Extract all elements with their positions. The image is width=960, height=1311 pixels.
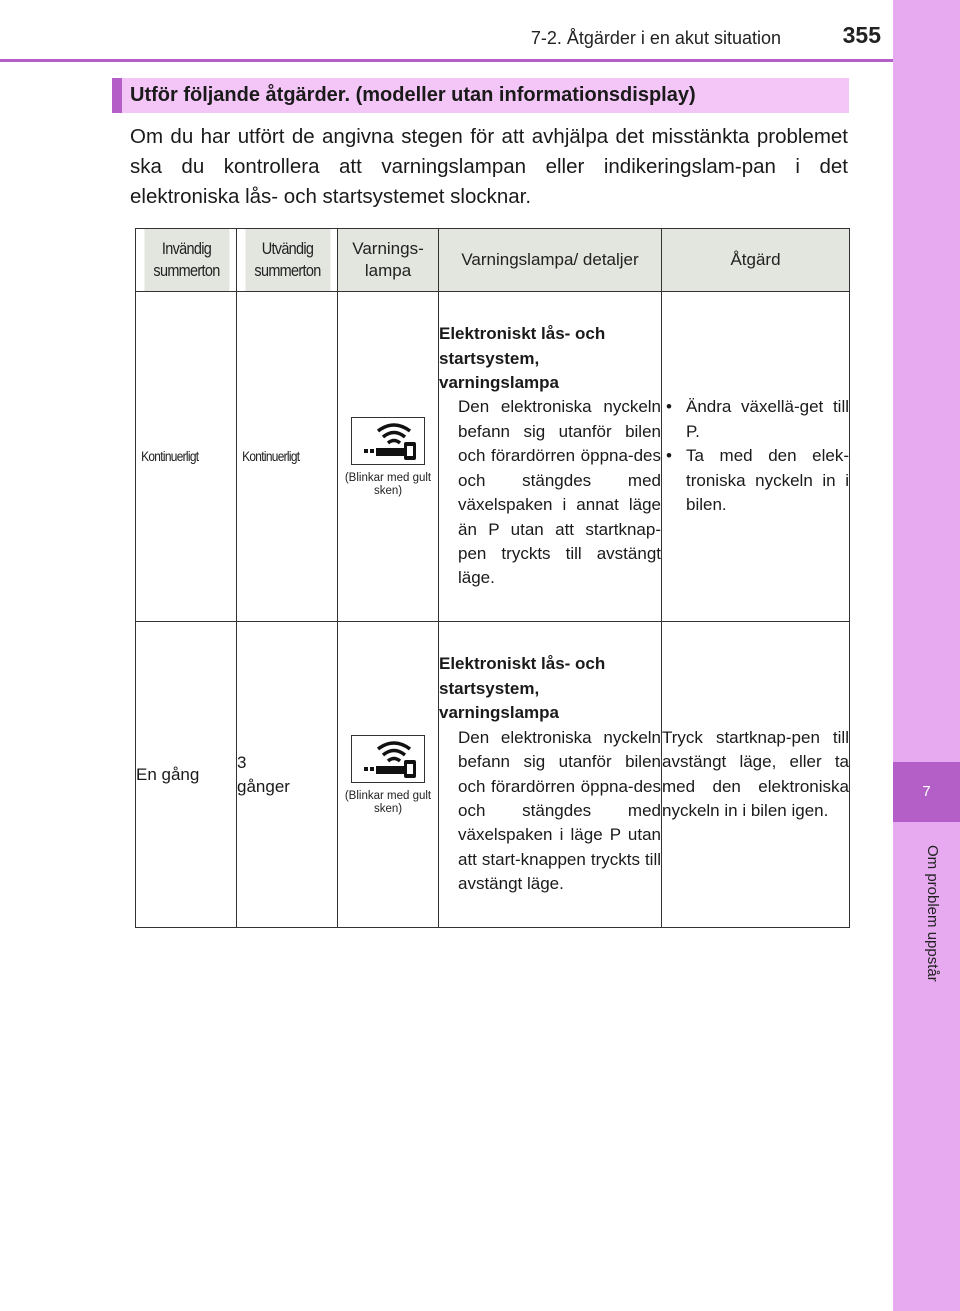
inside-tone-cell: En gång [136,622,237,928]
detail-title: Elektroniskt lås- och startsystem, varningslampa [439,324,606,393]
detail-body: Den elektroniska nyckeln befann sig utanför bilen och förardörren öppna-des och stängdes med växelspaken i läge P utan att start-knappen tryckts till avstängt läge. [458,727,661,894]
list-item: • Ändra växellä-get till P. [662,395,849,444]
lamp-caption: (Blinkar med gult sken) [344,790,432,815]
key-signal-warning-icon [351,735,425,783]
list-item: • Ta med den elek-troniska nyckeln in i bilen. [662,444,849,517]
action-cell [662,292,850,622]
key-signal-warning-icon [351,417,425,465]
header-lamp-details: Varningslampa/ detaljer [439,229,662,292]
header-inside-tone: Invändig summerton [143,229,229,292]
action-list [662,395,849,517]
chapter-number: 7 [893,762,960,822]
table-row [136,622,850,928]
outside-tone-cell: 3 gånger [237,622,338,928]
table-row [136,292,850,622]
warning-status-table [135,228,850,928]
chapter-title: Om problem uppstår [924,845,941,982]
lamp-detail-cell [439,292,662,622]
header-warning-lamp: Varnings-lampa [338,229,439,292]
action-cell: Tryck startknap-pen till avstängt läge, eller ta med den elektroniska nyckeln in i bilen igen. [662,622,850,928]
chapter-side-tab [893,0,960,1311]
section-title: 7-2. Åtgärder i en akut situation [530,28,781,48]
detail-body: Den elektroniska nyckeln befann sig utanför bilen och förardörren öppna-des och stängdes med växelspaken i annat läge än P utan att startknap-pen tryckts till avstängt läge. [458,397,661,588]
header-action: Åtgärd [662,229,850,292]
detail-title: Elektroniskt lås- och startsystem, varningslampa [439,654,606,723]
page-number: 355 [842,22,881,48]
page-header [0,0,893,62]
warning-lamp-cell [338,622,439,928]
inside-tone-cell: Kontinuerligt [136,292,237,622]
warning-lamp-cell [338,292,439,622]
header-outside-tone: Utvändig summerton [244,229,330,292]
lamp-caption: (Blinkar med gult sken) [344,472,432,497]
intro-paragraph: Om du har utfört de angivna stegen för att avhjälpa det misstänkta problemet ska du kontrollera att varningslampan eller indikeringslam-pan i det elektroniska lås- och startsystemet slocknar. [130,125,848,208]
outside-tone-cell: Kontinuerligt [237,292,338,622]
table-header-row [136,229,850,292]
section-heading: Utför följande åtgärder. (modeller utan informationsdisplay) [112,78,849,113]
lamp-detail-cell [439,622,662,928]
